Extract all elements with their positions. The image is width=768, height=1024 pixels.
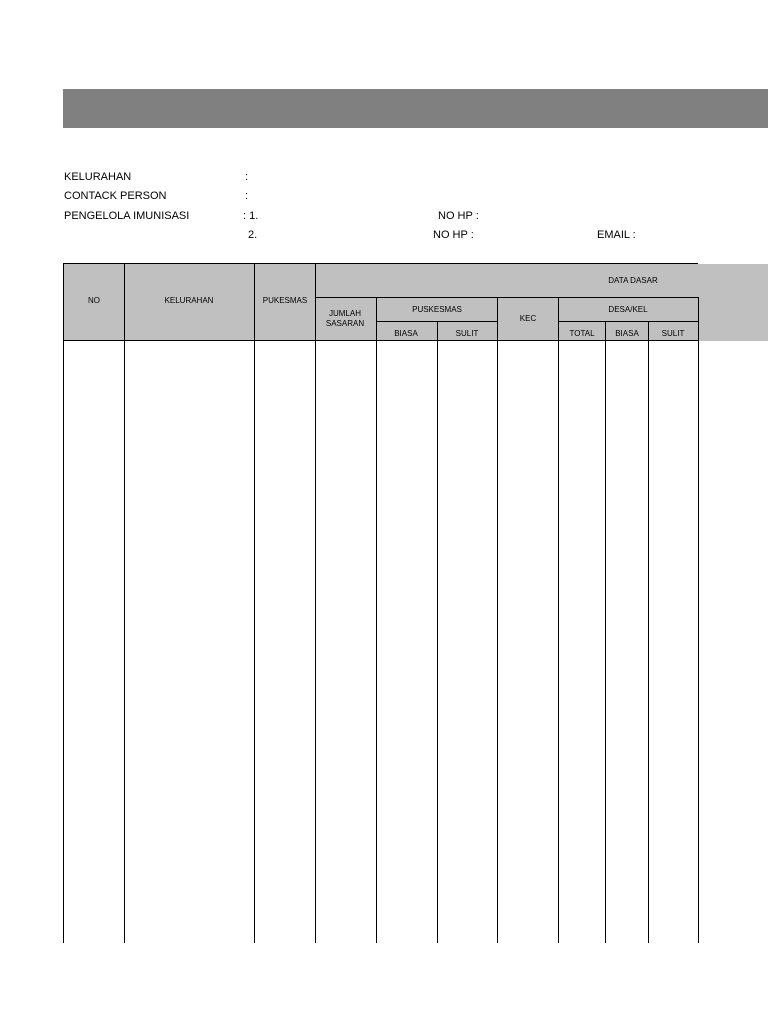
header-biasa-puskesmas: BIASA: [394, 329, 418, 338]
header-sasaran: SASARAN: [325, 319, 365, 328]
pengelola-item-2: 2.: [248, 229, 258, 241]
header-desa-kel: DESA/KEL: [608, 305, 648, 314]
header-sulit-desa: SULIT: [661, 329, 685, 338]
nohp-label-1: NO HP :: [438, 210, 479, 222]
col-line-pukesmas: [315, 263, 316, 943]
header-total: TOTAL: [569, 329, 595, 338]
header-biasa-desa: BIASA: [615, 329, 639, 338]
header-no: NO: [88, 296, 100, 305]
header-data-dasar: DATA DASAR: [608, 276, 658, 285]
kelurahan-colon: :: [245, 171, 249, 183]
header-jumlah: JUMLAH: [328, 309, 362, 318]
header-puskesmas: PUSKESMAS: [412, 305, 462, 314]
contact-person-label: CONTACK PERSON: [64, 190, 167, 202]
header-pukesmas: PUKESMAS: [262, 296, 308, 305]
table-header-bg: [63, 264, 698, 341]
col-line-total: [605, 321, 606, 943]
header-sulit-puskesmas: SULIT: [455, 329, 479, 338]
header-kelurahan: KELURAHAN: [164, 296, 214, 305]
col-line-left: [63, 263, 64, 943]
col-line-biasa: [437, 321, 438, 943]
header-line-2-desa: [558, 321, 698, 322]
col-line-right: [698, 297, 699, 943]
col-line-jumlah: [376, 297, 377, 943]
pengelola-label: PENGELOLA IMUNISASI: [64, 210, 190, 222]
contact-person-colon: :: [245, 190, 249, 202]
header-line-1: [315, 297, 698, 298]
header-bottom-border: [63, 340, 698, 341]
email-label: EMAIL :: [597, 229, 636, 241]
col-line-sulit: [497, 297, 498, 943]
col-line-kec: [558, 297, 559, 943]
kelurahan-label: KELURAHAN: [64, 171, 132, 183]
header-kec: KEC: [519, 314, 537, 323]
nohp-label-2: NO HP :: [433, 229, 474, 241]
table-top-border: [63, 263, 698, 264]
col-line-no: [124, 263, 125, 943]
table-header-bg-extension: [698, 264, 768, 341]
col-line-biasa-2: [648, 321, 649, 943]
pengelola-item-1: : 1.: [243, 210, 259, 222]
col-line-kelurahan: [254, 263, 255, 943]
